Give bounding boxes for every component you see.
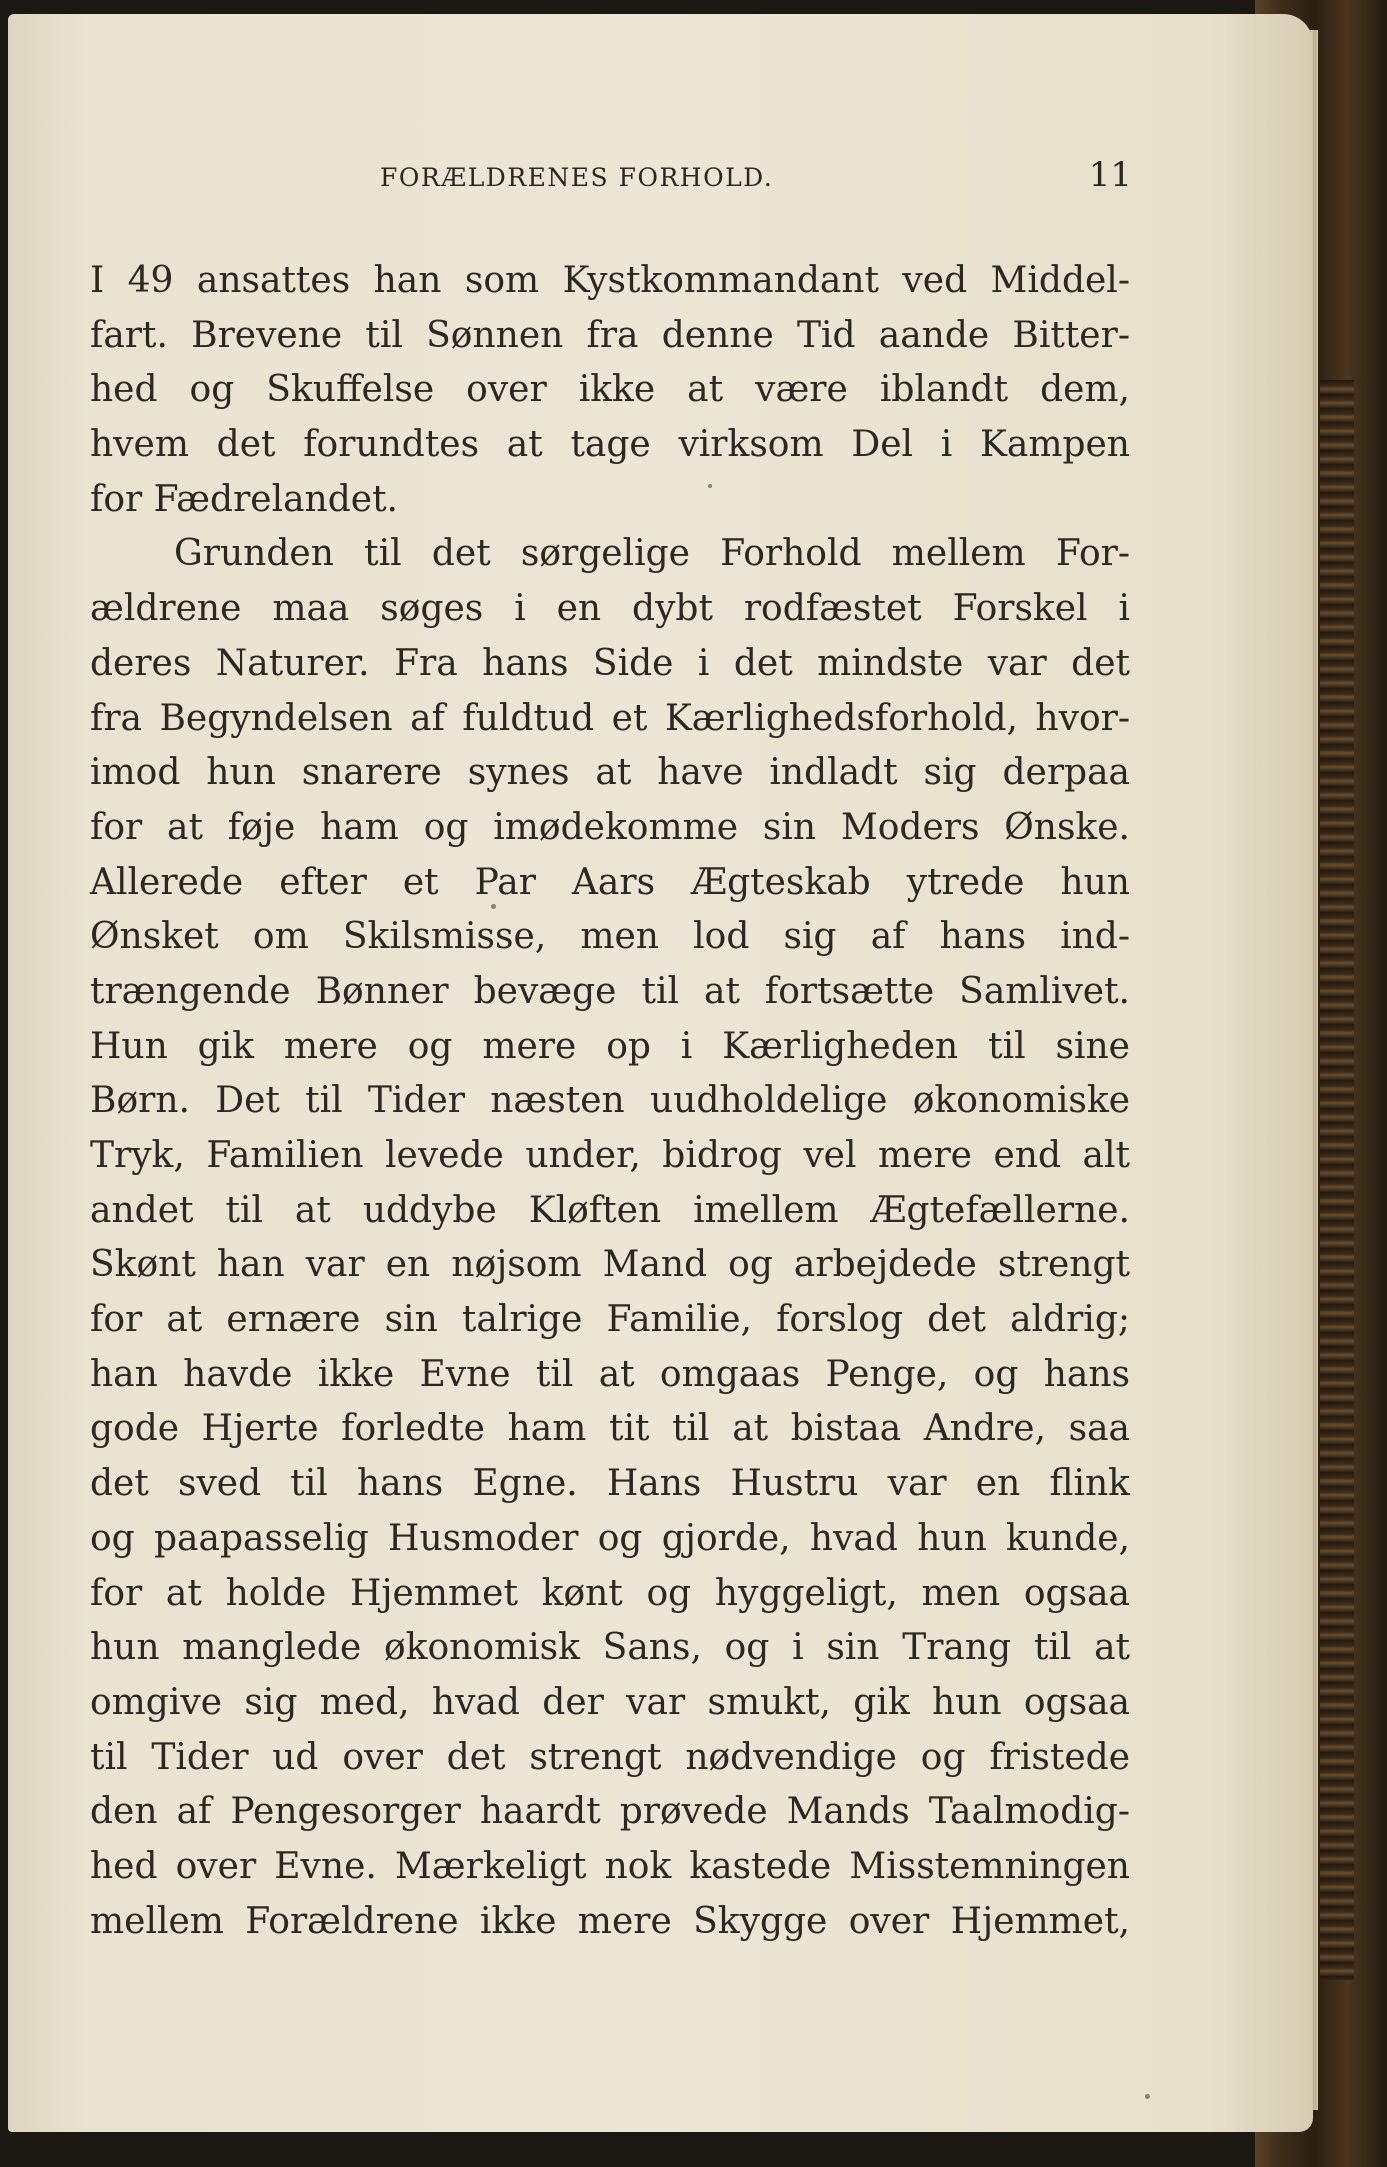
text-line: Grunden til det sørgelige Forhold mellem For- [174, 533, 1130, 575]
text-line: trængende Bønner bevæge til at fortsætte Samlivet. [90, 970, 1130, 1012]
text-line: hvem det forundtes at tage virksom Del i Kampen [90, 424, 1130, 466]
book-page [8, 14, 1313, 2132]
text-line: for at holde Hjemmet kønt og hyggeligt, men ogsaa [90, 1572, 1130, 1614]
text-line: fart. Brevene til Sønnen fra denne Tid aande Bitter- [90, 314, 1130, 356]
text-line: imod hun snarere synes at have indladt sig derpaa [90, 752, 1130, 794]
text-line: mellem Forældrene ikke mere Skygge over Hjemmet, [90, 1900, 1130, 1942]
paper-speck [1145, 2094, 1150, 2099]
text-line: han havde ikke Evne til at omgaas Penge, og hans [90, 1353, 1130, 1395]
text-line: hed og Skuffelse over ikke at være iblandt dem, [90, 369, 1130, 411]
text-line: det sved til hans Egne. Hans Hustru var en flink [90, 1463, 1130, 1505]
text-line: gode Hjerte forledte ham tit til at bistaa Andre, saa [90, 1408, 1130, 1450]
text-line: I 49 ansattes han som Kystkommandant ved Middel- [90, 260, 1130, 301]
text-line: Børn. Det til Tider næsten uudholdelige økonomiske [90, 1080, 1130, 1122]
body-text [90, 254, 1130, 1949]
text-line: til Tider ud over det strengt nødvendige og fristede [90, 1736, 1130, 1778]
text-line: for Fædrelandet. [90, 478, 399, 520]
text-line: hun manglede økonomisk Sans, og i sin Trang til at [90, 1627, 1130, 1669]
text-line: Tryk, Familien levede under, bidrog vel mere end alt [90, 1135, 1130, 1176]
text-line: og paapasselig Husmoder og gjorde, hvad hun kunde, [90, 1517, 1130, 1559]
text-line: ældrene maa søges i en dybt rodfæstet Forskel i [90, 588, 1130, 630]
running-head [90, 157, 1130, 197]
text-line: Skønt han var en nøjsom Mand og arbejdede strengt [90, 1244, 1130, 1286]
text-line: fra Begyndelsen af fuldtud et Kærlighedsforhold, hvor- [90, 697, 1130, 739]
paper-speck [708, 484, 712, 488]
text-line: for at ernære sin talrige Familie, forslog det aldrig; [90, 1299, 1130, 1341]
worn-spine [1320, 380, 1354, 1980]
text-line: for at føje ham og imødekomme sin Moders Ønske. [90, 806, 1130, 848]
text-line: andet til at uddybe Kløften imellem Ægtefællerne. [90, 1189, 1130, 1231]
text-line: Hun gik mere og mere op i Kærligheden til sine [90, 1025, 1130, 1067]
page-number: 11 [1088, 155, 1132, 195]
running-head-title: FORÆLDRENES FORHOLD. [380, 163, 774, 192]
text-line: omgive sig med, hvad der var smukt, gik hun ogsaa [90, 1681, 1130, 1723]
paper-speck [491, 904, 496, 909]
text-line: Ønsket om Skilsmisse, men lod sig af hans ind- [90, 916, 1130, 958]
text-line: hed over Evne. Mærkeligt nok kastede Misstemningen [90, 1845, 1130, 1887]
text-line: den af Pengesorger haardt prøvede Mands Taalmodig- [90, 1791, 1130, 1833]
text-line: Allerede efter et Par Aars Ægteskab ytrede hun [90, 861, 1130, 903]
text-line: deres Naturer. Fra hans Side i det mindste var det [90, 642, 1130, 684]
